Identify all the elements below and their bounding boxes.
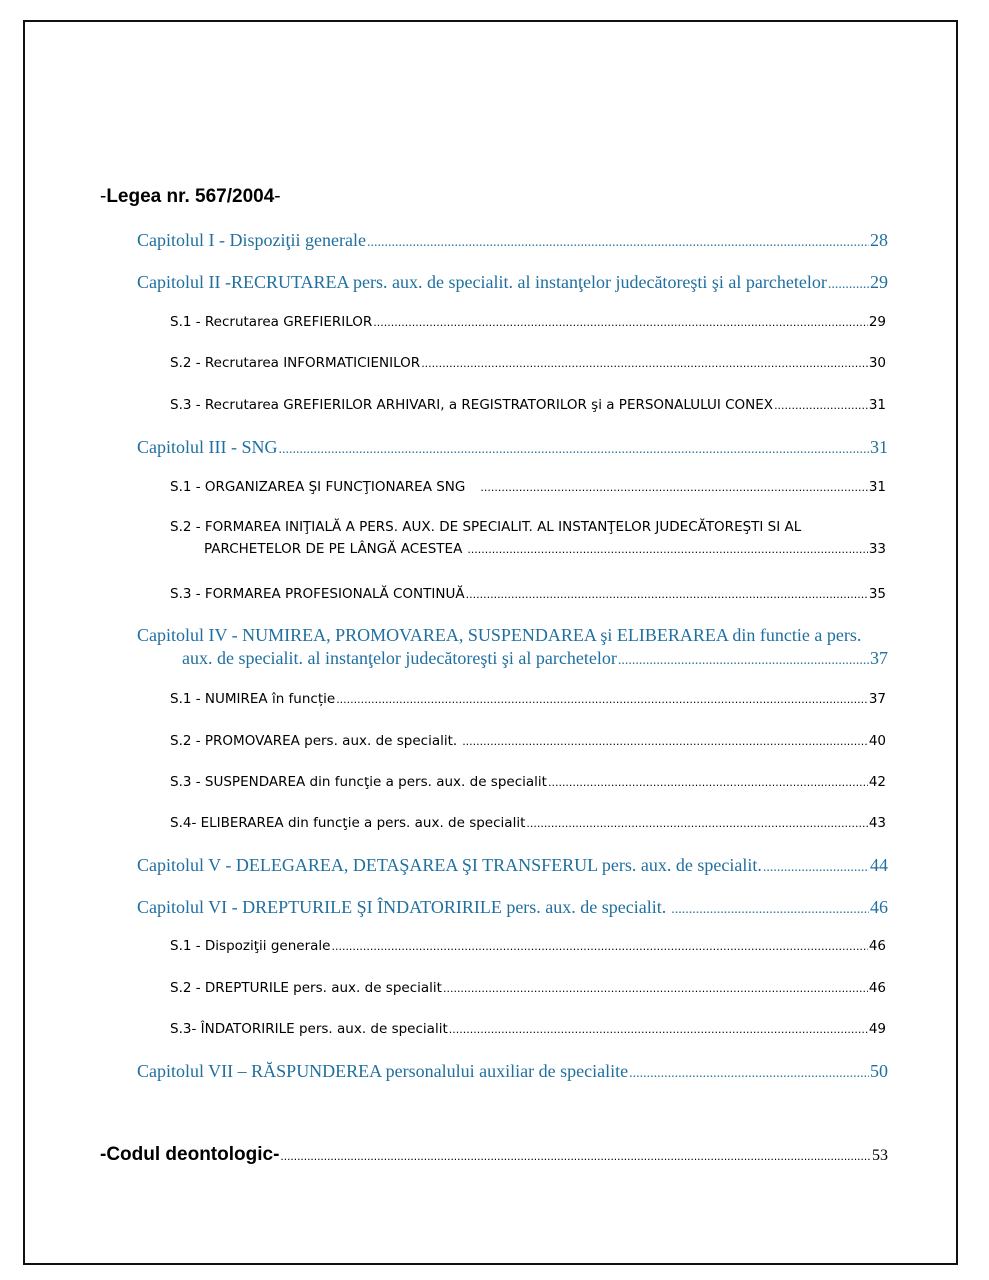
toc-title: Capitolul I - Dispoziţii generale [137,230,366,250]
toc-chapter-5[interactable] [137,855,888,876]
toc-title: S.1 - ORGANIZAREA ŞI FUNCŢIONAREA SNG [170,479,466,495]
dot-leader [462,733,868,749]
toc-section-4-4[interactable] [170,815,886,831]
toc-page-number: 46 [870,897,888,917]
toc-page-number: 31 [868,397,886,413]
toc-title: Capitolul VI - DREPTURILE ŞI ÎNDATORIRILE pers. aux. de specialit. [137,897,667,917]
toc-chapter-7[interactable] [137,1061,888,1082]
toc-section-6-2[interactable] [170,980,886,996]
toc-title: Capitolul III - SNG [137,437,278,457]
toc-section-4-2[interactable] [170,733,886,749]
toc-chapter-3[interactable] [137,437,888,458]
toc-section-4-3[interactable] [170,774,886,790]
toc-page-number: 30 [868,355,886,371]
dot-leader [449,1021,868,1037]
toc-section-4-1[interactable] [170,691,886,707]
toc-chapter-4[interactable] [137,625,888,669]
law-title-text: Legea nr. 567/2004 [106,186,275,207]
dot-leader [618,648,869,669]
dot-leader [443,980,868,996]
toc-title: S.2 - Recrutarea INFORMATICIENILOR [170,355,421,371]
dot-leader [331,938,867,954]
toc-code-deontologic[interactable] [100,1144,888,1166]
toc-title: S.1 - NUMIREA în funcție [170,691,336,707]
toc-page-number: 28 [870,230,888,250]
dot-leader [421,355,868,371]
dot-leader [828,272,869,293]
dot-leader [367,230,869,251]
toc-section-3-3[interactable] [170,586,886,602]
toc-page-number: 29 [870,272,888,292]
toc-section-6-3[interactable] [170,1021,886,1037]
toc-section-3-1[interactable] [170,479,886,495]
toc-page-number: 31 [870,437,888,457]
dot-leader [278,437,869,458]
toc-section-2-2[interactable] [170,355,886,371]
toc-page-number: 33 [868,541,886,557]
dot-leader [763,855,869,876]
toc-page-number: 35 [868,586,886,602]
dot-leader [480,479,867,495]
toc-title: Capitolul VII – RĂSPUNDEREA personalului auxiliar de specialite [137,1061,629,1081]
toc-page-number: 46 [868,980,886,996]
toc-page-number: 43 [868,815,886,831]
dot-leader [548,774,868,790]
dot-leader [467,541,868,557]
dot-leader [466,586,868,602]
toc-title: -Codul deontologic- [100,1144,280,1165]
toc-title-line2: aux. de specialit. al instanţelor judecătoreşti şi al parchetelor [182,648,617,668]
toc-section-2-3[interactable] [170,397,886,413]
toc-title-line1: Capitolul IV - NUMIREA, PROMOVAREA, SUSPENDAREA şi ELIBERAREA din functie a pers. [137,625,862,645]
toc-page-number: 37 [870,648,888,668]
toc-title: S.3 - Recrutarea GREFIERILOR ARHIVARI, a REGISTRATORILOR şi a PERSONALULUI CONEX [170,397,774,413]
dot-leader [774,397,868,413]
toc-page-number: 31 [868,479,886,495]
toc-section-3-2[interactable] [170,519,886,557]
toc-title: S.2 - DREPTURILE pers. aux. de specialit [170,980,442,996]
dot-leader [526,815,867,831]
toc-title: S.3 - FORMAREA PROFESIONALĂ CONTINUĂ [170,586,465,602]
toc-page-number: 50 [870,1061,888,1081]
toc-title: S.3 - SUSPENDAREA din funcţie a pers. aux. de specialit [170,774,547,790]
toc-section-2-1[interactable] [170,314,886,330]
toc-title: Capitolul V - DELEGAREA, DETAŞAREA ŞI TRANSFERUL pers. aux. de specialit. [137,855,762,875]
law-title [100,186,281,208]
toc-title: S.3- ÎNDATORIRILE pers. aux. de specialit [170,1021,448,1037]
toc-title-line2: PARCHETELOR DE PE LÂNGĂ ACESTEA [204,541,463,557]
dot-leader [671,897,869,918]
toc-page-number: 44 [870,855,888,875]
title-dash: - [274,186,281,207]
toc-chapter-6[interactable] [137,897,888,918]
toc-chapter-1[interactable] [137,230,888,251]
toc-page-number: 53 [872,1147,888,1164]
toc-page-number: 37 [868,691,886,707]
toc-page-number: 29 [868,314,886,330]
toc-title: S.2 - PROMOVAREA pers. aux. de specialit. [170,733,458,749]
title-dash: - [100,186,107,207]
toc-title: Capitolul II -RECRUTAREA pers. aux. de specialit. al instanţelor judecătoreşti şi al parchetelor [137,272,827,292]
toc-title: S.1 - Dispoziţii generale [170,938,331,954]
dot-leader [280,1144,871,1166]
toc-page-number: 42 [868,774,886,790]
dot-leader [629,1061,869,1082]
toc-title: S.4- ELIBERAREA din funcţie a pers. aux. de specialit [170,815,526,831]
toc-page-number: 40 [868,733,886,749]
toc-title: S.1 - Recrutarea GREFIERILOR [170,314,373,330]
dot-leader [336,691,868,707]
dot-leader [373,314,868,330]
toc-chapter-2[interactable] [137,272,888,293]
toc-section-6-1[interactable] [170,938,886,954]
toc-title-line1: S.2 - FORMAREA INIŢIALĂ A PERS. AUX. DE SPECIALIT. AL INSTANŢELOR JUDECĂTOREŞTI SI AL [170,519,802,535]
toc-page-number: 49 [868,1021,886,1037]
toc-page-number: 46 [868,938,886,954]
